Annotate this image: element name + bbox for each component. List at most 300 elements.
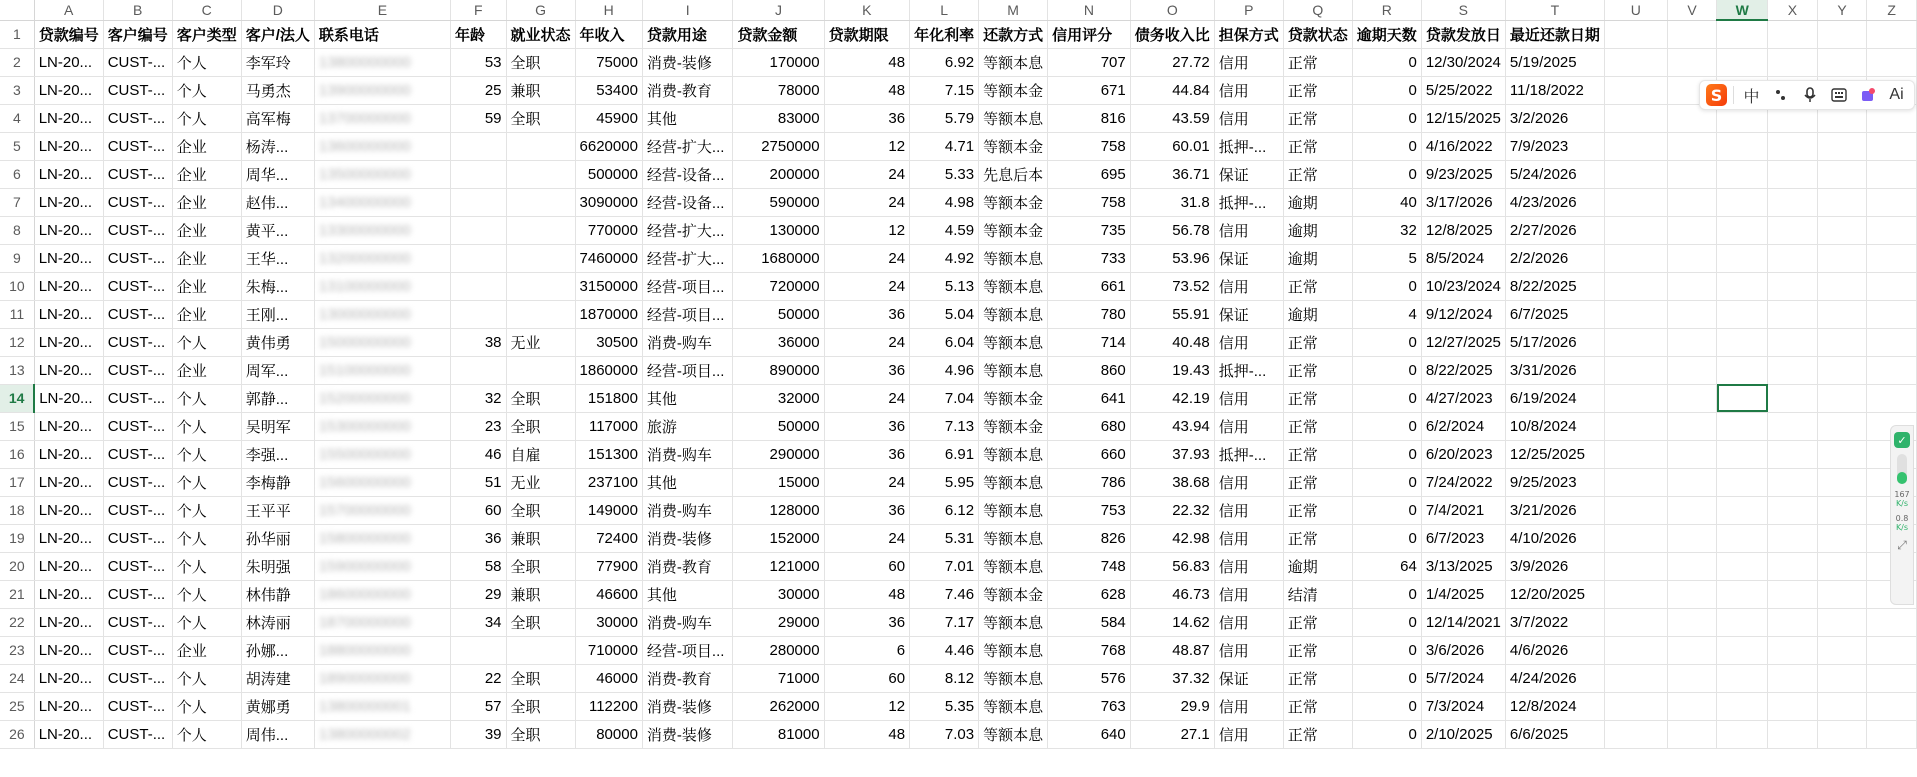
cell-a[interactable]: LN-20...: [34, 720, 103, 748]
cell-r[interactable]: 0: [1352, 468, 1421, 496]
cell-f[interactable]: 53: [451, 48, 507, 76]
cell-s[interactable]: 7/4/2021: [1421, 496, 1505, 524]
cell-s[interactable]: 3/17/2026: [1421, 188, 1505, 216]
cell-p[interactable]: 信用: [1214, 468, 1283, 496]
cell-t[interactable]: 9/25/2023: [1505, 468, 1604, 496]
cell-s[interactable]: 3/13/2025: [1421, 552, 1505, 580]
cell-h[interactable]: 1870000: [575, 300, 642, 328]
cell-p[interactable]: 保证: [1214, 160, 1283, 188]
cell-h[interactable]: 151300: [575, 440, 642, 468]
cell-d[interactable]: 孙娜...: [241, 636, 314, 664]
cell-e[interactable]: 18600000000: [314, 580, 450, 608]
cell-l[interactable]: 7.03: [910, 720, 979, 748]
cell-l[interactable]: 5.13: [910, 272, 979, 300]
cell-p[interactable]: 信用: [1214, 524, 1283, 552]
cell-a[interactable]: LN-20...: [34, 412, 103, 440]
cell-m[interactable]: 等额本金: [979, 132, 1048, 160]
cell-b[interactable]: CUST-...: [103, 384, 172, 412]
cell-j[interactable]: 15000: [733, 468, 824, 496]
cell-w[interactable]: [1717, 496, 1768, 524]
cell-n[interactable]: 753: [1048, 496, 1131, 524]
cell-m[interactable]: 还款方式: [979, 20, 1048, 48]
cell-w[interactable]: [1717, 244, 1768, 272]
cell-r[interactable]: 64: [1352, 552, 1421, 580]
cell-f[interactable]: 22: [451, 664, 507, 692]
cell-i[interactable]: 消费-购车: [642, 328, 732, 356]
cell-n[interactable]: 786: [1048, 468, 1131, 496]
cell-j[interactable]: 81000: [733, 720, 824, 748]
cell-u[interactable]: [1604, 384, 1667, 412]
cell-w[interactable]: [1717, 412, 1768, 440]
cell-m[interactable]: 等额本息: [979, 104, 1048, 132]
cell-g[interactable]: 兼职: [506, 580, 575, 608]
cell-n[interactable]: 714: [1048, 328, 1131, 356]
cell-u[interactable]: [1604, 300, 1667, 328]
cell-a[interactable]: LN-20...: [34, 160, 103, 188]
row-header[interactable]: 2: [0, 48, 34, 76]
cell-u[interactable]: [1604, 160, 1667, 188]
column-header-a[interactable]: A: [34, 0, 103, 20]
cell-e[interactable]: 13400000000: [314, 188, 450, 216]
cell-a[interactable]: LN-20...: [34, 356, 103, 384]
cell-h[interactable]: 3090000: [575, 188, 642, 216]
cell-b[interactable]: CUST-...: [103, 188, 172, 216]
cell-f[interactable]: [451, 188, 507, 216]
cell-g[interactable]: 无业: [506, 468, 575, 496]
cell-d[interactable]: 郭静...: [241, 384, 314, 412]
cell-a[interactable]: LN-20...: [34, 608, 103, 636]
column-header-r[interactable]: R: [1352, 0, 1421, 20]
cell-c[interactable]: 企业: [172, 356, 241, 384]
cell-b[interactable]: CUST-...: [103, 580, 172, 608]
cell-b[interactable]: CUST-...: [103, 244, 172, 272]
cell-m[interactable]: 等额本息: [979, 468, 1048, 496]
cell-b[interactable]: CUST-...: [103, 440, 172, 468]
cell-p[interactable]: 信用: [1214, 552, 1283, 580]
cell-p[interactable]: 信用: [1214, 104, 1283, 132]
cell-g[interactable]: 全职: [506, 412, 575, 440]
cell-f[interactable]: 60: [451, 496, 507, 524]
cell-h[interactable]: 117000: [575, 412, 642, 440]
cell-j[interactable]: 152000: [733, 524, 824, 552]
column-header-q[interactable]: Q: [1283, 0, 1352, 20]
cell-h[interactable]: 770000: [575, 216, 642, 244]
row-header[interactable]: 26: [0, 720, 34, 748]
cell-i[interactable]: 消费-装修: [642, 524, 732, 552]
cell-h[interactable]: 1860000: [575, 356, 642, 384]
cell-p[interactable]: 信用: [1214, 216, 1283, 244]
cell-f[interactable]: 38: [451, 328, 507, 356]
cell-i[interactable]: 其他: [642, 580, 732, 608]
cell-z[interactable]: [1867, 20, 1917, 48]
cell-q[interactable]: 结清: [1283, 580, 1352, 608]
cell-a[interactable]: LN-20...: [34, 552, 103, 580]
cell-h[interactable]: 46600: [575, 580, 642, 608]
cell-l[interactable]: 7.15: [910, 76, 979, 104]
cell-u[interactable]: [1604, 412, 1667, 440]
cell-v[interactable]: [1667, 636, 1717, 664]
cell-h[interactable]: 77900: [575, 552, 642, 580]
row-header[interactable]: 5: [0, 132, 34, 160]
cell-b[interactable]: CUST-...: [103, 664, 172, 692]
cell-y[interactable]: [1817, 188, 1867, 216]
cell-b[interactable]: CUST-...: [103, 608, 172, 636]
cell-f[interactable]: [451, 216, 507, 244]
cell-q[interactable]: 正常: [1283, 440, 1352, 468]
cell-n[interactable]: 758: [1048, 188, 1131, 216]
cell-v[interactable]: [1667, 412, 1717, 440]
cell-a[interactable]: 贷款编号: [34, 20, 103, 48]
cell-j[interactable]: 29000: [733, 608, 824, 636]
cell-x[interactable]: [1768, 468, 1818, 496]
cell-a[interactable]: LN-20...: [34, 272, 103, 300]
cell-f[interactable]: [451, 356, 507, 384]
cell-d[interactable]: 赵伟...: [241, 188, 314, 216]
keyboard-icon[interactable]: [1827, 83, 1850, 107]
cell-j[interactable]: 78000: [733, 76, 824, 104]
cell-i[interactable]: 经营-扩大...: [642, 216, 732, 244]
cell-i[interactable]: 消费-教育: [642, 552, 732, 580]
cell-w[interactable]: [1717, 188, 1768, 216]
cell-w[interactable]: [1717, 272, 1768, 300]
cell-l[interactable]: 5.95: [910, 468, 979, 496]
shield-icon[interactable]: ✓: [1894, 432, 1910, 448]
cell-u[interactable]: [1604, 104, 1667, 132]
cell-y[interactable]: [1817, 272, 1867, 300]
cell-z[interactable]: [1867, 160, 1917, 188]
cell-c[interactable]: 个人: [172, 412, 241, 440]
cell-v[interactable]: [1667, 272, 1717, 300]
cell-u[interactable]: [1604, 328, 1667, 356]
cell-s[interactable]: 9/12/2024: [1421, 300, 1505, 328]
cell-g[interactable]: [506, 188, 575, 216]
column-header-i[interactable]: I: [642, 0, 732, 20]
cell-s[interactable]: 12/15/2025: [1421, 104, 1505, 132]
cell-f[interactable]: 年龄: [451, 20, 507, 48]
cell-c[interactable]: 个人: [172, 692, 241, 720]
cell-x[interactable]: [1768, 216, 1818, 244]
cell-i[interactable]: 经营-设备...: [642, 160, 732, 188]
column-header-g[interactable]: G: [506, 0, 575, 20]
cell-i[interactable]: 消费-购车: [642, 608, 732, 636]
cell-f[interactable]: 32: [451, 384, 507, 412]
cell-d[interactable]: 周军...: [241, 356, 314, 384]
cell-k[interactable]: 24: [824, 384, 910, 412]
cell-x[interactable]: [1768, 496, 1818, 524]
cell-o[interactable]: 27.1: [1130, 720, 1214, 748]
cell-l[interactable]: 6.04: [910, 328, 979, 356]
cell-m[interactable]: 等额本息: [979, 664, 1048, 692]
cell-y[interactable]: [1817, 468, 1867, 496]
cell-t[interactable]: 12/20/2025: [1505, 580, 1604, 608]
cell-k[interactable]: 36: [824, 496, 910, 524]
cell-y[interactable]: [1817, 440, 1867, 468]
cell-r[interactable]: 逾期天数: [1352, 20, 1421, 48]
cell-m[interactable]: 等额本金: [979, 580, 1048, 608]
cell-c[interactable]: 企业: [172, 300, 241, 328]
cell-y[interactable]: [1817, 216, 1867, 244]
cell-p[interactable]: 保证: [1214, 244, 1283, 272]
column-header-h[interactable]: H: [575, 0, 642, 20]
cell-p[interactable]: 抵押-...: [1214, 132, 1283, 160]
cell-o[interactable]: 56.78: [1130, 216, 1214, 244]
row-header[interactable]: 10: [0, 272, 34, 300]
cell-x[interactable]: [1768, 244, 1818, 272]
cell-h[interactable]: 112200: [575, 692, 642, 720]
cell-q[interactable]: 正常: [1283, 664, 1352, 692]
cell-p[interactable]: 担保方式: [1214, 20, 1283, 48]
cell-h[interactable]: 46000: [575, 664, 642, 692]
cell-z[interactable]: [1867, 300, 1917, 328]
cell-c[interactable]: 企业: [172, 272, 241, 300]
cell-x[interactable]: [1768, 384, 1818, 412]
cell-d[interactable]: 林伟静: [241, 580, 314, 608]
cell-z[interactable]: [1867, 384, 1917, 412]
cell-c[interactable]: 个人: [172, 104, 241, 132]
cell-m[interactable]: 等额本金: [979, 384, 1048, 412]
microphone-icon[interactable]: [1798, 83, 1821, 107]
cell-a[interactable]: LN-20...: [34, 496, 103, 524]
cell-g[interactable]: [506, 216, 575, 244]
cell-c[interactable]: 客户类型: [172, 20, 241, 48]
cell-o[interactable]: 53.96: [1130, 244, 1214, 272]
column-header-b[interactable]: B: [103, 0, 172, 20]
cell-y[interactable]: [1817, 720, 1867, 748]
cell-k[interactable]: 24: [824, 272, 910, 300]
cell-t[interactable]: 12/25/2025: [1505, 440, 1604, 468]
cell-j[interactable]: 1680000: [733, 244, 824, 272]
cell-k[interactable]: 36: [824, 608, 910, 636]
cell-c[interactable]: 个人: [172, 608, 241, 636]
cell-s[interactable]: 6/2/2024: [1421, 412, 1505, 440]
network-monitor-widget[interactable]: [1890, 425, 1914, 605]
cell-q[interactable]: 正常: [1283, 720, 1352, 748]
cell-i[interactable]: 经营-扩大...: [642, 132, 732, 160]
cell-l[interactable]: 4.96: [910, 356, 979, 384]
column-header-o[interactable]: O: [1130, 0, 1214, 20]
cell-o[interactable]: 29.9: [1130, 692, 1214, 720]
cell-d[interactable]: 马勇杰: [241, 76, 314, 104]
cell-b[interactable]: CUST-...: [103, 636, 172, 664]
cell-r[interactable]: 0: [1352, 496, 1421, 524]
cell-v[interactable]: [1667, 328, 1717, 356]
column-header-e[interactable]: E: [314, 0, 450, 20]
cell-g[interactable]: 全职: [506, 48, 575, 76]
cell-k[interactable]: 24: [824, 468, 910, 496]
column-header-w[interactable]: W: [1717, 0, 1768, 20]
cell-t[interactable]: 4/23/2026: [1505, 188, 1604, 216]
cell-k[interactable]: 48: [824, 580, 910, 608]
cell-f[interactable]: [451, 160, 507, 188]
cell-w[interactable]: [1717, 20, 1768, 48]
cell-w[interactable]: [1717, 552, 1768, 580]
cell-o[interactable]: 44.84: [1130, 76, 1214, 104]
cell-b[interactable]: CUST-...: [103, 272, 172, 300]
cell-b[interactable]: CUST-...: [103, 356, 172, 384]
cell-w[interactable]: [1717, 664, 1768, 692]
cell-o[interactable]: 60.01: [1130, 132, 1214, 160]
cell-k[interactable]: 48: [824, 48, 910, 76]
cell-n[interactable]: 780: [1048, 300, 1131, 328]
cell-y[interactable]: [1817, 356, 1867, 384]
cell-p[interactable]: 信用: [1214, 692, 1283, 720]
cell-b[interactable]: CUST-...: [103, 300, 172, 328]
row-header[interactable]: 1: [0, 20, 34, 48]
cell-y[interactable]: [1817, 48, 1867, 76]
cell-b[interactable]: CUST-...: [103, 692, 172, 720]
cell-g[interactable]: [506, 356, 575, 384]
cell-a[interactable]: LN-20...: [34, 48, 103, 76]
cell-r[interactable]: 0: [1352, 356, 1421, 384]
cell-k[interactable]: 24: [824, 244, 910, 272]
cell-e[interactable]: 15700000000: [314, 496, 450, 524]
cell-o[interactable]: 债务收入比: [1130, 20, 1214, 48]
cell-h[interactable]: 500000: [575, 160, 642, 188]
cell-d[interactable]: 李强...: [241, 440, 314, 468]
cell-i[interactable]: 其他: [642, 468, 732, 496]
cell-j[interactable]: 36000: [733, 328, 824, 356]
cell-a[interactable]: LN-20...: [34, 692, 103, 720]
column-header-z[interactable]: Z: [1867, 0, 1917, 20]
cell-x[interactable]: [1768, 272, 1818, 300]
column-header-y[interactable]: Y: [1817, 0, 1867, 20]
cell-z[interactable]: [1867, 188, 1917, 216]
cell-o[interactable]: 46.73: [1130, 580, 1214, 608]
cell-z[interactable]: [1867, 272, 1917, 300]
cell-s[interactable]: 6/20/2023: [1421, 440, 1505, 468]
cell-p[interactable]: 信用: [1214, 328, 1283, 356]
cell-q[interactable]: 正常: [1283, 132, 1352, 160]
cell-y[interactable]: [1817, 692, 1867, 720]
cell-h[interactable]: 30000: [575, 608, 642, 636]
cell-c[interactable]: 企业: [172, 132, 241, 160]
cell-n[interactable]: 695: [1048, 160, 1131, 188]
cell-m[interactable]: 等额本息: [979, 496, 1048, 524]
cell-s[interactable]: 4/27/2023: [1421, 384, 1505, 412]
cell-u[interactable]: [1604, 580, 1667, 608]
cell-i[interactable]: 经营-项目...: [642, 300, 732, 328]
cell-d[interactable]: 李梅静: [241, 468, 314, 496]
cell-q[interactable]: 正常: [1283, 272, 1352, 300]
cell-m[interactable]: 等额本息: [979, 524, 1048, 552]
row-header[interactable]: 24: [0, 664, 34, 692]
cell-u[interactable]: [1604, 496, 1667, 524]
cell-p[interactable]: 抵押-...: [1214, 440, 1283, 468]
column-header-c[interactable]: C: [172, 0, 241, 20]
cell-u[interactable]: [1604, 76, 1667, 104]
cell-g[interactable]: 就业状态: [506, 20, 575, 48]
cell-e[interactable]: 15100000000: [314, 356, 450, 384]
cell-t[interactable]: 2/2/2026: [1505, 244, 1604, 272]
cell-r[interactable]: 0: [1352, 608, 1421, 636]
cell-z[interactable]: [1867, 132, 1917, 160]
cell-m[interactable]: 等额本息: [979, 48, 1048, 76]
cell-z[interactable]: [1867, 692, 1917, 720]
cell-h[interactable]: 149000: [575, 496, 642, 524]
cell-y[interactable]: [1817, 244, 1867, 272]
cell-s[interactable]: 2/10/2025: [1421, 720, 1505, 748]
cell-c[interactable]: 个人: [172, 664, 241, 692]
cell-h[interactable]: 710000: [575, 636, 642, 664]
cell-n[interactable]: 768: [1048, 636, 1131, 664]
cell-w[interactable]: [1717, 48, 1768, 76]
cell-f[interactable]: [451, 636, 507, 664]
cell-m[interactable]: 等额本金: [979, 76, 1048, 104]
cell-c[interactable]: 个人: [172, 440, 241, 468]
cell-a[interactable]: LN-20...: [34, 328, 103, 356]
cell-v[interactable]: [1667, 496, 1717, 524]
cell-j[interactable]: 128000: [733, 496, 824, 524]
column-header-v[interactable]: V: [1667, 0, 1717, 20]
cell-r[interactable]: 0: [1352, 160, 1421, 188]
cell-j[interactable]: 262000: [733, 692, 824, 720]
cell-r[interactable]: 0: [1352, 524, 1421, 552]
cell-p[interactable]: 信用: [1214, 608, 1283, 636]
cell-b[interactable]: CUST-...: [103, 552, 172, 580]
cell-s[interactable]: 12/8/2025: [1421, 216, 1505, 244]
cell-v[interactable]: [1667, 524, 1717, 552]
cell-c[interactable]: 个人: [172, 468, 241, 496]
cell-x[interactable]: [1768, 356, 1818, 384]
cell-j[interactable]: 32000: [733, 384, 824, 412]
cell-f[interactable]: [451, 272, 507, 300]
cell-x[interactable]: [1768, 412, 1818, 440]
ime-toolbar[interactable]: [1699, 80, 1915, 110]
cell-v[interactable]: [1667, 440, 1717, 468]
cell-b[interactable]: CUST-...: [103, 412, 172, 440]
cell-f[interactable]: 23: [451, 412, 507, 440]
cell-c[interactable]: 个人: [172, 524, 241, 552]
cell-n[interactable]: 628: [1048, 580, 1131, 608]
cell-c[interactable]: 个人: [172, 720, 241, 748]
cell-x[interactable]: [1768, 580, 1818, 608]
cell-s[interactable]: 4/16/2022: [1421, 132, 1505, 160]
column-header-k[interactable]: K: [824, 0, 910, 20]
cell-t[interactable]: 5/17/2026: [1505, 328, 1604, 356]
selected-cell[interactable]: [1717, 384, 1768, 412]
cell-w[interactable]: [1717, 580, 1768, 608]
cell-x[interactable]: [1768, 20, 1818, 48]
cell-o[interactable]: 19.43: [1130, 356, 1214, 384]
cell-q[interactable]: 正常: [1283, 496, 1352, 524]
cell-n[interactable]: 640: [1048, 720, 1131, 748]
cell-h[interactable]: 年收入: [575, 20, 642, 48]
cell-m[interactable]: 等额本息: [979, 692, 1048, 720]
cell-w[interactable]: [1717, 300, 1768, 328]
cell-a[interactable]: LN-20...: [34, 636, 103, 664]
cell-l[interactable]: 6.92: [910, 48, 979, 76]
cell-u[interactable]: [1604, 20, 1667, 48]
cell-k[interactable]: 12: [824, 692, 910, 720]
cell-t[interactable]: 3/2/2026: [1505, 104, 1604, 132]
row-header[interactable]: 17: [0, 468, 34, 496]
column-header-t[interactable]: T: [1505, 0, 1604, 20]
cell-z[interactable]: [1867, 244, 1917, 272]
cell-c[interactable]: 个人: [172, 48, 241, 76]
cell-t[interactable]: 11/18/2022: [1505, 76, 1604, 104]
column-header-d[interactable]: D: [241, 0, 314, 20]
cell-q[interactable]: 逾期: [1283, 552, 1352, 580]
cell-w[interactable]: [1717, 720, 1768, 748]
cell-r[interactable]: 0: [1352, 440, 1421, 468]
cell-y[interactable]: [1817, 524, 1867, 552]
cell-o[interactable]: 43.59: [1130, 104, 1214, 132]
cell-x[interactable]: [1768, 132, 1818, 160]
cell-g[interactable]: 全职: [506, 496, 575, 524]
cell-j[interactable]: 71000: [733, 664, 824, 692]
cell-v[interactable]: [1667, 580, 1717, 608]
cell-w[interactable]: [1717, 216, 1768, 244]
